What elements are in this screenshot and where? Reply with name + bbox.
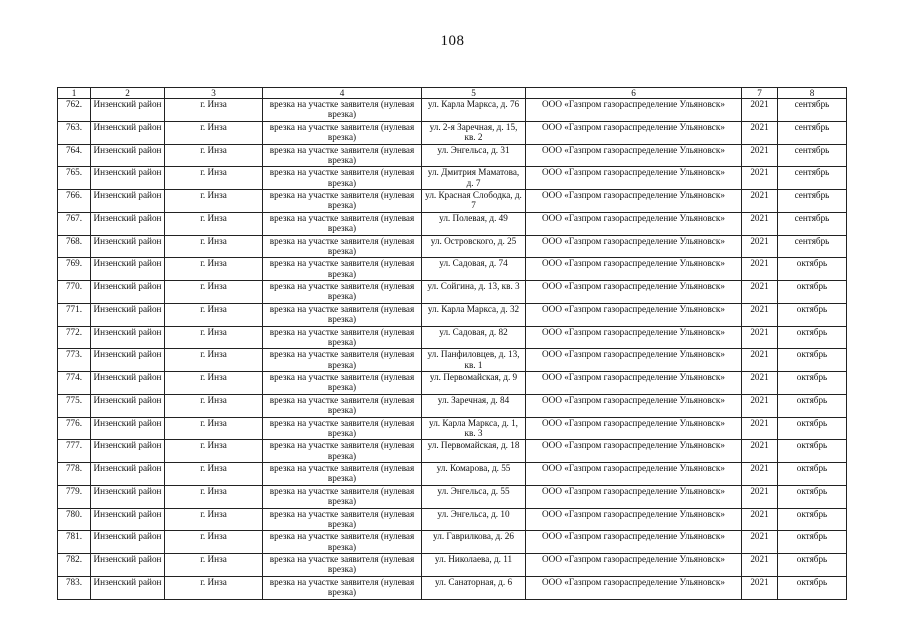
cell-month: октябрь <box>778 326 847 349</box>
cell-organization: ООО «Газпром газораспределение Ульяновск» <box>526 394 742 417</box>
cell-month: октябрь <box>778 508 847 531</box>
table-row <box>58 576 847 599</box>
row-number: 770. <box>58 281 91 304</box>
header-col-7: 7 <box>742 88 778 99</box>
cell-organization: ООО «Газпром газораспределение Ульяновск» <box>526 576 742 599</box>
cell-district: Инзенский район <box>91 554 165 577</box>
cell-work-type: врезка на участке заявителя (нулевая врезка) <box>263 99 422 122</box>
table-row <box>58 326 847 349</box>
cell-district: Инзенский район <box>91 190 165 213</box>
cell-work-type: врезка на участке заявителя (нулевая врезка) <box>263 531 422 554</box>
cell-month: октябрь <box>778 531 847 554</box>
cell-address: ул. Сойгина, д. 13, кв. 3 <box>422 281 526 304</box>
cell-year: 2021 <box>742 349 778 372</box>
cell-town: г. Инза <box>165 99 263 122</box>
cell-address: ул. 2-я Заречная, д. 15, кв. 2 <box>422 121 526 144</box>
cell-work-type: врезка на участке заявителя (нулевая врезка) <box>263 303 422 326</box>
cell-organization: ООО «Газпром газораспределение Ульяновск» <box>526 485 742 508</box>
cell-year: 2021 <box>742 121 778 144</box>
row-number: 775. <box>58 394 91 417</box>
cell-district: Инзенский район <box>91 463 165 486</box>
cell-year: 2021 <box>742 144 778 167</box>
cell-address: ул. Первомайская, д. 18 <box>422 440 526 463</box>
cell-work-type: врезка на участке заявителя (нулевая врезка) <box>263 326 422 349</box>
cell-organization: ООО «Газпром газораспределение Ульяновск» <box>526 303 742 326</box>
cell-address: ул. Красная Слободка, д. 7 <box>422 190 526 213</box>
table-row <box>58 531 847 554</box>
cell-organization: ООО «Газпром газораспределение Ульяновск» <box>526 508 742 531</box>
cell-organization: ООО «Газпром газораспределение Ульяновск» <box>526 281 742 304</box>
cell-town: г. Инза <box>165 417 263 440</box>
row-number: 768. <box>58 235 91 258</box>
cell-work-type: врезка на участке заявителя (нулевая врезка) <box>263 235 422 258</box>
table-row <box>58 440 847 463</box>
cell-month: сентябрь <box>778 235 847 258</box>
cell-work-type: врезка на участке заявителя (нулевая врезка) <box>263 212 422 235</box>
cell-month: октябрь <box>778 394 847 417</box>
row-number: 765. <box>58 167 91 190</box>
cell-year: 2021 <box>742 167 778 190</box>
cell-month: сентябрь <box>778 144 847 167</box>
cell-month: октябрь <box>778 258 847 281</box>
cell-month: сентябрь <box>778 99 847 122</box>
cell-town: г. Инза <box>165 121 263 144</box>
cell-town: г. Инза <box>165 372 263 395</box>
cell-district: Инзенский район <box>91 121 165 144</box>
row-number: 782. <box>58 554 91 577</box>
row-number: 767. <box>58 212 91 235</box>
row-number: 771. <box>58 303 91 326</box>
cell-district: Инзенский район <box>91 258 165 281</box>
table-row <box>58 212 847 235</box>
cell-district: Инзенский район <box>91 394 165 417</box>
cell-year: 2021 <box>742 212 778 235</box>
cell-district: Инзенский район <box>91 576 165 599</box>
cell-address: ул. Карла Маркса, д. 76 <box>422 99 526 122</box>
cell-organization: ООО «Газпром газораспределение Ульяновск» <box>526 121 742 144</box>
cell-year: 2021 <box>742 463 778 486</box>
cell-district: Инзенский район <box>91 281 165 304</box>
cell-work-type: врезка на участке заявителя (нулевая врезка) <box>263 258 422 281</box>
cell-year: 2021 <box>742 440 778 463</box>
row-number: 778. <box>58 463 91 486</box>
cell-address: ул. Панфиловцев, д. 13, кв. 1 <box>422 349 526 372</box>
cell-district: Инзенский район <box>91 508 165 531</box>
cell-year: 2021 <box>742 576 778 599</box>
cell-town: г. Инза <box>165 531 263 554</box>
cell-month: октябрь <box>778 281 847 304</box>
cell-organization: ООО «Газпром газораспределение Ульяновск» <box>526 440 742 463</box>
cell-address: ул. Гаврилкова, д. 26 <box>422 531 526 554</box>
cell-district: Инзенский район <box>91 485 165 508</box>
cell-district: Инзенский район <box>91 99 165 122</box>
cell-month: сентябрь <box>778 121 847 144</box>
row-number: 769. <box>58 258 91 281</box>
cell-work-type: врезка на участке заявителя (нулевая врезка) <box>263 508 422 531</box>
row-number: 773. <box>58 349 91 372</box>
cell-year: 2021 <box>742 531 778 554</box>
cell-organization: ООО «Газпром газораспределение Ульяновск» <box>526 463 742 486</box>
cell-district: Инзенский район <box>91 372 165 395</box>
row-number: 781. <box>58 531 91 554</box>
cell-town: г. Инза <box>165 554 263 577</box>
cell-address: ул. Санаторная, д. 6 <box>422 576 526 599</box>
table-row <box>58 303 847 326</box>
cell-year: 2021 <box>742 303 778 326</box>
cell-year: 2021 <box>742 372 778 395</box>
cell-month: октябрь <box>778 349 847 372</box>
table-row <box>58 281 847 304</box>
row-number: 776. <box>58 417 91 440</box>
cell-month: октябрь <box>778 463 847 486</box>
cell-month: октябрь <box>778 303 847 326</box>
cell-district: Инзенский район <box>91 144 165 167</box>
table-row <box>58 258 847 281</box>
cell-work-type: врезка на участке заявителя (нулевая врезка) <box>263 190 422 213</box>
cell-address: ул. Дмитрия Маматова, д. 7 <box>422 167 526 190</box>
cell-address: ул. Первомайская, д. 9 <box>422 372 526 395</box>
cell-month: октябрь <box>778 554 847 577</box>
table-row <box>58 394 847 417</box>
row-number: 774. <box>58 372 91 395</box>
cell-address: ул. Садовая, д. 82 <box>422 326 526 349</box>
cell-year: 2021 <box>742 554 778 577</box>
cell-town: г. Инза <box>165 212 263 235</box>
cell-work-type: врезка на участке заявителя (нулевая врезка) <box>263 485 422 508</box>
cell-district: Инзенский район <box>91 349 165 372</box>
cell-month: сентябрь <box>778 190 847 213</box>
cell-year: 2021 <box>742 235 778 258</box>
cell-address: ул. Островского, д. 25 <box>422 235 526 258</box>
cell-town: г. Инза <box>165 485 263 508</box>
table-row <box>58 372 847 395</box>
cell-town: г. Инза <box>165 440 263 463</box>
cell-organization: ООО «Газпром газораспределение Ульяновск» <box>526 235 742 258</box>
table-row <box>58 508 847 531</box>
cell-organization: ООО «Газпром газораспределение Ульяновск» <box>526 99 742 122</box>
cell-organization: ООО «Газпром газораспределение Ульяновск» <box>526 326 742 349</box>
cell-district: Инзенский район <box>91 531 165 554</box>
header-col-1: 1 <box>58 88 91 99</box>
cell-work-type: врезка на участке заявителя (нулевая врезка) <box>263 417 422 440</box>
cell-address: ул. Заречная, д. 84 <box>422 394 526 417</box>
cell-address: ул. Комарова, д. 55 <box>422 463 526 486</box>
cell-district: Инзенский район <box>91 326 165 349</box>
table-row <box>58 554 847 577</box>
cell-town: г. Инза <box>165 394 263 417</box>
row-number: 780. <box>58 508 91 531</box>
cell-organization: ООО «Газпром газораспределение Ульяновск» <box>526 372 742 395</box>
header-col-2: 2 <box>91 88 165 99</box>
cell-year: 2021 <box>742 417 778 440</box>
cell-town: г. Инза <box>165 303 263 326</box>
cell-town: г. Инза <box>165 326 263 349</box>
table-row <box>58 463 847 486</box>
table-row <box>58 167 847 190</box>
cell-work-type: врезка на участке заявителя (нулевая врезка) <box>263 281 422 304</box>
cell-work-type: врезка на участке заявителя (нулевая врезка) <box>263 440 422 463</box>
cell-work-type: врезка на участке заявителя (нулевая врезка) <box>263 144 422 167</box>
cell-work-type: врезка на участке заявителя (нулевая врезка) <box>263 576 422 599</box>
header-col-8: 8 <box>778 88 847 99</box>
cell-work-type: врезка на участке заявителя (нулевая врезка) <box>263 167 422 190</box>
cell-town: г. Инза <box>165 167 263 190</box>
cell-address: ул. Энгельса, д. 31 <box>422 144 526 167</box>
cell-organization: ООО «Газпром газораспределение Ульяновск» <box>526 531 742 554</box>
cell-organization: ООО «Газпром газораспределение Ульяновск» <box>526 212 742 235</box>
cell-town: г. Инза <box>165 190 263 213</box>
table-row <box>58 144 847 167</box>
cell-town: г. Инза <box>165 349 263 372</box>
table-row <box>58 235 847 258</box>
cell-address: ул. Карла Маркса, д. 32 <box>422 303 526 326</box>
cell-year: 2021 <box>742 190 778 213</box>
cell-organization: ООО «Газпром газораспределение Ульяновск» <box>526 417 742 440</box>
row-number: 777. <box>58 440 91 463</box>
cell-town: г. Инза <box>165 235 263 258</box>
cell-month: октябрь <box>778 417 847 440</box>
cell-month: сентябрь <box>778 167 847 190</box>
cell-organization: ООО «Газпром газораспределение Ульяновск» <box>526 144 742 167</box>
cell-district: Инзенский район <box>91 440 165 463</box>
cell-month: октябрь <box>778 440 847 463</box>
cell-work-type: врезка на участке заявителя (нулевая врезка) <box>263 394 422 417</box>
cell-year: 2021 <box>742 394 778 417</box>
table-row <box>58 349 847 372</box>
cell-address: ул. Энгельса, д. 10 <box>422 508 526 531</box>
header-col-3: 3 <box>165 88 263 99</box>
cell-town: г. Инза <box>165 258 263 281</box>
cell-organization: ООО «Газпром газораспределение Ульяновск» <box>526 190 742 213</box>
cell-month: сентябрь <box>778 212 847 235</box>
cell-year: 2021 <box>742 99 778 122</box>
cell-address: ул. Садовая, д. 74 <box>422 258 526 281</box>
cell-town: г. Инза <box>165 508 263 531</box>
cell-district: Инзенский район <box>91 417 165 440</box>
cell-organization: ООО «Газпром газораспределение Ульяновск» <box>526 167 742 190</box>
cell-organization: ООО «Газпром газораспределение Ульяновск» <box>526 349 742 372</box>
cell-district: Инзенский район <box>91 235 165 258</box>
table-row <box>58 99 847 122</box>
header-col-5: 5 <box>422 88 526 99</box>
cell-work-type: врезка на участке заявителя (нулевая врезка) <box>263 349 422 372</box>
cell-address: ул. Энгельса, д. 55 <box>422 485 526 508</box>
row-number: 772. <box>58 326 91 349</box>
cell-district: Инзенский район <box>91 212 165 235</box>
cell-town: г. Инза <box>165 576 263 599</box>
header-col-6: 6 <box>526 88 742 99</box>
header-col-4: 4 <box>263 88 422 99</box>
cell-month: октябрь <box>778 372 847 395</box>
table-row <box>58 417 847 440</box>
cell-year: 2021 <box>742 485 778 508</box>
cell-address: ул. Полевая, д. 49 <box>422 212 526 235</box>
cell-address: ул. Николаева, д. 11 <box>422 554 526 577</box>
cell-town: г. Инза <box>165 463 263 486</box>
cell-district: Инзенский район <box>91 167 165 190</box>
cell-work-type: врезка на участке заявителя (нулевая врезка) <box>263 372 422 395</box>
cell-town: г. Инза <box>165 144 263 167</box>
cell-year: 2021 <box>742 281 778 304</box>
row-number: 766. <box>58 190 91 213</box>
cell-year: 2021 <box>742 326 778 349</box>
cell-town: г. Инза <box>165 281 263 304</box>
table-row <box>58 485 847 508</box>
cell-year: 2021 <box>742 508 778 531</box>
cell-work-type: врезка на участке заявителя (нулевая врезка) <box>263 554 422 577</box>
cell-work-type: врезка на участке заявителя (нулевая врезка) <box>263 121 422 144</box>
cell-month: октябрь <box>778 576 847 599</box>
row-number: 779. <box>58 485 91 508</box>
cell-organization: ООО «Газпром газораспределение Ульяновск» <box>526 554 742 577</box>
cell-year: 2021 <box>742 258 778 281</box>
table-row <box>58 121 847 144</box>
cell-address: ул. Карла Маркса, д. 1, кв. 3 <box>422 417 526 440</box>
table-row <box>58 190 847 213</box>
table-body <box>58 99 847 600</box>
row-number: 783. <box>58 576 91 599</box>
cell-work-type: врезка на участке заявителя (нулевая врезка) <box>263 463 422 486</box>
header-row <box>58 88 847 99</box>
cell-district: Инзенский район <box>91 303 165 326</box>
cell-organization: ООО «Газпром газораспределение Ульяновск» <box>526 258 742 281</box>
gas-connection-table <box>57 87 847 600</box>
row-number: 763. <box>58 121 91 144</box>
row-number: 764. <box>58 144 91 167</box>
row-number: 762. <box>58 99 91 122</box>
cell-month: октябрь <box>778 485 847 508</box>
page-number: 108 <box>440 33 465 49</box>
